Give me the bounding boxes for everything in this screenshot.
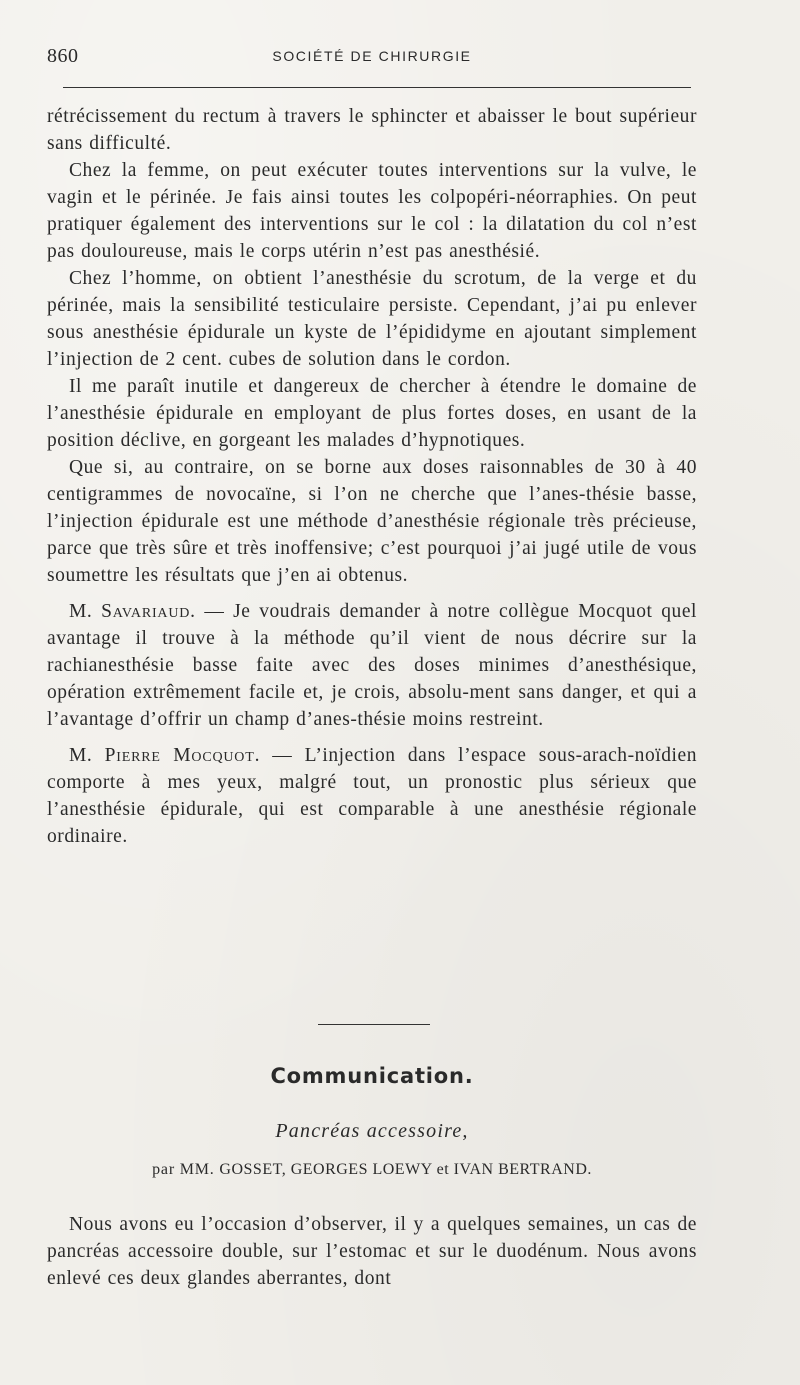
intervention-prefix: M. — [69, 601, 102, 622]
paragraph: Il me paraît inutile et dangereux de chercher à étendre le domaine de l’anesthésie épidurale en employant de plus fortes doses, en usant de la position déclive, en gorgeant les malades d’hypnotiques. — [47, 376, 697, 451]
communication-authors — [47, 1161, 697, 1179]
intervention-prefix: M. — [69, 745, 105, 766]
intervention-text: . — Je voudrais demander à notre collègue Mocquot quel avantage il trouve à la méthode qu’il vient de nous décrire sur la rachianesthésie basse faite avec des doses minimes d’anesthésique, opération extrêmement facile et, je crois, absolu-ment sans danger, et qui a l’avantage d’offrir un champ d’anes-thésie moins restreint. — [47, 601, 697, 730]
spacer — [47, 589, 697, 598]
paragraph-continued: rétrécissement du rectum à travers le sphincter et abaisser le bout supérieur sans difficulté. — [47, 106, 697, 154]
page-header — [47, 45, 697, 75]
communication-body: Nous avons eu l’occasion d’observer, il y a quelques semaines, un cas de pancréas accessoire double, sur l’estomac et sur le duodénum. Nous avons enlevé ces deux glandes aberrantes, dont — [47, 1214, 697, 1289]
intervention-text: . — L’injection dans l’espace sous-arach-noïdien comporte à mes yeux, malgré tout, un pronostic plus sérieux que l’anesthésie épidurale, qui est comparable à une anesthésie régionale ordinaire. — [47, 745, 697, 847]
communication-title: Pancréas accessoire, — [275, 1120, 469, 1142]
paragraph: Que si, au contraire, on se borne aux doses raisonnables de 30 à 40 centigrammes de novocaïne, si l’on ne cherche que l’anes-thésie basse, l’injection épidurale est une méthode d’anesthésie régionale très précieuse, parce que très sûre et très inoffensive; c’est pourquoi j’ai jugé utile de vous soumettre les résultats que j’en ai obtenus. — [47, 457, 697, 586]
authors-prefix: par MM. — [152, 1161, 220, 1178]
header-rule — [63, 87, 691, 88]
paragraph: Chez l’homme, on obtient l’anesthésie du scrotum, de la verge et du périnée, mais la sensibilité testiculaire persiste. Cependant, j’ai pu enlever sous anesthésie épidurale un kyste de l’épididyme en ajoutant simplement l’injection de 2 cent. cubes de solution dans le cordon. — [47, 268, 697, 370]
communication-heading: Communication. — [270, 1064, 474, 1088]
paragraph: Chez la femme, on peut exécuter toutes interventions sur la vulve, le vagin et le périnée. Je fais ainsi toutes les colpopéri-néorraphies. On peut pratiquer également des interventions sur le col : la dilatation du col n’est pas douloureuse, mais le corps utérin n’est pas anesthésié. — [47, 160, 697, 262]
section-divider — [318, 1024, 430, 1025]
speaker-name: Pierre Mocquot — [104, 745, 255, 766]
authors-names: GOSSET, GEORGES LOEWY et IVAN BERTRAND. — [219, 1161, 592, 1178]
spacer — [47, 733, 697, 742]
main-text — [47, 103, 697, 850]
page-number: 860 — [47, 45, 79, 67]
running-title: SOCIÉTÉ DE CHIRURGIE — [272, 48, 472, 64]
intervention-mocquot — [47, 742, 697, 850]
speaker-name: Savariaud — [101, 601, 191, 622]
intervention-savariaud — [47, 598, 697, 733]
